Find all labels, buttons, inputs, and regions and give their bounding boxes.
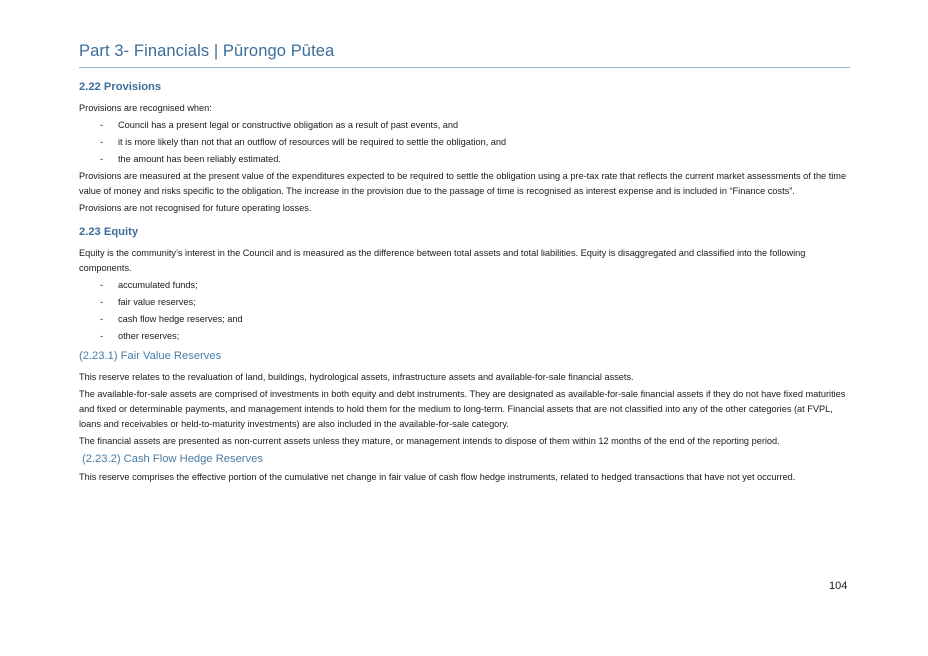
list-item-text: other reserves; xyxy=(118,331,180,341)
page-number: 104 xyxy=(829,580,848,592)
list-item xyxy=(79,152,850,167)
fair-value-paragraph-1: This reserve relates to the revaluation of land, buildings, hydrological assets, infrastructure assets and available-for-sale financial assets. xyxy=(79,372,634,382)
provisions-operating-losses-paragraph: Provisions are not recognised for future operating losses. xyxy=(79,203,312,213)
header-divider xyxy=(79,67,850,68)
list-item xyxy=(79,118,850,133)
list-item xyxy=(79,329,850,344)
dash-bullet: - xyxy=(100,314,104,324)
list-item xyxy=(79,295,850,310)
dash-bullet: - xyxy=(100,120,104,130)
list-item-text: it is more likely than not that an outflow of resources will be required to settle the obligation, and xyxy=(118,137,507,147)
list-item-text: Council has a present legal or constructive obligation as a result of past events, and xyxy=(118,120,459,130)
list-item-text: cash flow hedge reserves; and xyxy=(118,314,243,324)
list-item xyxy=(79,312,850,327)
cash-flow-hedge-paragraph: This reserve comprises the effective portion of the cumulative net change in fair value of cash flow hedge instruments, related to hedged transactions that have not yet occurred. xyxy=(79,472,796,482)
dash-bullet: - xyxy=(100,154,104,164)
subsection-heading-cash-flow-hedge-reserves: (2.23.2) Cash Flow Hedge Reserves xyxy=(82,453,263,465)
list-item-text: fair value reserves; xyxy=(118,297,196,307)
fair-value-paragraph-2: The available-for-sale assets are comprised of investments in both equity and debt instruments. They are designated as available-for-sale financial assets if they do not have fixed maturities and fixed or determinable payments, and management intends to hold them for the medium to long-term. Financial assets that are not classified into any of the other categories (at FVPL, loans and receivables or held-to-maturity investments) are also included in the available-for-sale category. xyxy=(79,389,846,429)
list-item-text: accumulated funds; xyxy=(118,280,198,290)
list-item xyxy=(79,135,850,150)
provisions-intro: Provisions are recognised when: xyxy=(79,103,212,113)
list-item xyxy=(79,278,850,293)
equity-bullet-list xyxy=(79,278,850,344)
section-heading-equity: 2.23 Equity xyxy=(79,226,139,238)
provisions-bullet-list xyxy=(79,118,850,167)
fair-value-paragraph-3: The financial assets are presented as non-current assets unless they mature, or management intends to dispose of them within 12 months of the end of the reporting period. xyxy=(79,436,780,446)
dash-bullet: - xyxy=(100,297,104,307)
subsection-heading-fair-value-reserves: (2.23.1) Fair Value Reserves xyxy=(79,350,222,362)
page-header-title: Part 3- Financials | Pūrongo Pūtea xyxy=(79,42,335,60)
dash-bullet: - xyxy=(100,331,104,341)
page-content xyxy=(79,80,850,487)
section-heading-provisions: 2.22 Provisions xyxy=(79,81,162,93)
equity-intro: Equity is the community’s interest in the Council and is measured as the difference between total assets and total liabilities. Equity is disaggregated and classified into the following components. xyxy=(79,248,806,273)
dash-bullet: - xyxy=(100,137,104,147)
list-item-text: the amount has been reliably estimated. xyxy=(118,154,281,164)
provisions-measurement-paragraph: Provisions are measured at the present value of the expenditures expected to be required to settle the obligation using a pre-tax rate that reflects the current market assessments of the time value of money and risks specific to the obligation. The increase in the provision due to the passage of time is recognised as interest expense and is included in “Finance costs”. xyxy=(79,171,847,196)
dash-bullet: - xyxy=(100,280,104,290)
